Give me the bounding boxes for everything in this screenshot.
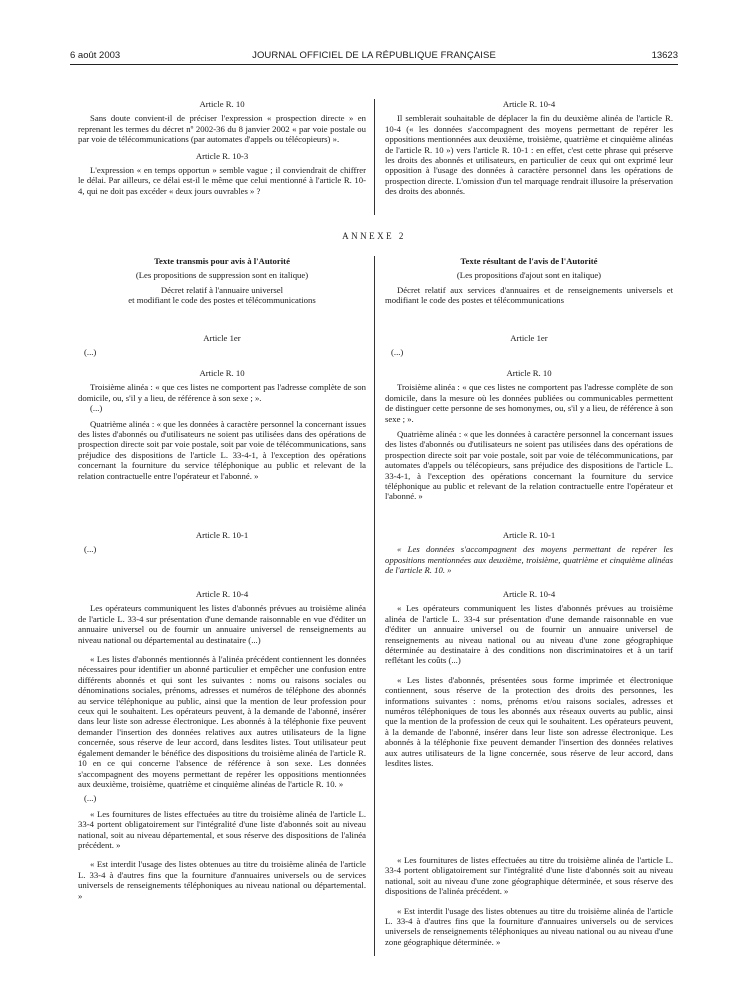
right-article-1 [385,333,673,358]
left-column [78,256,366,310]
column-subheading: (Les propositions de suppression sont en italique) [135,270,309,281]
ellipsis: (...) [84,793,97,804]
top-right-column [385,99,673,197]
paragraph: Il semblerait souhaitable de déplacer la fin du deuxième alinéa de l'article R. 10-4 (« les données s'accompagnent des moyens permettant de repérer les oppositions mentionnées aux deuxième, troisième, quatrième et cinquième alinéas de l'article R. 10 ») vers l'article R. 10-1 : en effet, c'est cette phrase qui préserve les droits des abonnés et utilisateurs, en particulier de ceux qui ont exprimé leur opposition à l'usage des données à caractère personnel dans les opérations de prospection directe. L'omission d'un tel marquage rendrait illusoire la préservation des droits des abonnés. [385,113,673,197]
annexe-title: ANNEXE 2 [342,231,406,241]
header-rule [70,64,678,65]
page-header [70,50,678,64]
article-title: Article R. 10 [199,99,245,109]
column-heading: Texte résultant de l'avis de l'Autorité [460,256,598,266]
paragraph: « Les listes d'abonnés, présentées sous forme imprimée et électronique contiennent, sous réserve de la protection des droits des personnes, les informations suivantes : noms, prénoms et/ou raisons sociales, adresses et numéros téléphoniques de tous les abonnés aux réseaux ouverts au public, ainsi que la mention de la profession de ceux qui le souhaitent. Les opérateurs peuvent, à la demande de l'abonné, insérer dans leur liste son adresse électronique. Les abonnés à la téléphonie fixe peuvent demander l'insertion des données relatives aux autres utilisateurs de la ligne concernée, sous réserve de leur accord, dans lesdites listes. [385,674,673,769]
right-article-r10-4-cont [385,855,673,947]
header-date: 6 août 2003 [70,50,121,61]
paragraph-italic-emphasis: « Les listes d'abonnés mentionnés à l'alinéa précédent contiennent les données nécessaires pour identifier un abonné particulier et empêcher une confusion entre différents abonnés et qui sont les suivantes : noms ou raisons sociales ou dénominations sociales, prénoms, adresses et numéros de téléphone des abonnés au service téléphonique au public, ainsi que la mention de leur profession pour ceux qui le souhaitent. Les opérateurs peuvent, à la demande de l'abonné, insérer dans leur liste son adresse électronique. Les abonnés à la téléphonie fixe peuvent demander l'insertion des données relatives aux autres utilisateurs de la ligne concernée, sous réserve de leur accord, dans lesdites listes. Tout utilisateur peut également demander le bénéfice des dispositions du troisième alinéa de l'article R. 10 en ce qui concerne l'absence de référence à son sexe. Les données s'accompagnent des moyens permettant de repérer les oppositions mentionnées aux deuxième, troisième, quatrième et cinquième alinéas de l'article R. 10. » [78,654,366,789]
right-column [385,256,673,306]
column-divider [374,256,375,956]
left-article-r10-4 [78,589,366,901]
top-left-column [78,99,366,196]
decree-title-cont: et modifiant le code des postes et télécommunications [128,295,316,306]
paragraph: Quatrième alinéa : « que les données à caractère personnel la concernant issues des listes d'abonnés ou d'utilisateurs ne soient pas utilisées dans des opérations de prospection directe soit par voie postale, soit par voie de télécommunications, sans préjudice des dispositions de l'article L. 33-4-1, à l'exception des opérations concernant la fourniture du service téléphonique au public et relevant de la relation contractuelle entre l'opérateur et l'abonné. » [78,418,366,481]
top-column-divider [374,99,375,215]
article-title: Article R. 10-4 [502,589,556,599]
column-heading: Texte transmis pour avis à l'Autorité [154,256,290,266]
ellipsis: (...) [84,544,97,555]
right-article-r10-4 [385,589,673,769]
right-article-r10 [385,368,673,502]
paragraph: « Les fournitures de listes effectuées au titre du troisième alinéa de l'article L. 33-4 portent obligatoirement sur l'intégralité d'une liste d'abonnés soit au niveau national, soit au niveau départemental, et sous réserve des dispositions de l'alinéa précédent. » [78,808,366,850]
article-title: Article R. 10-1 [502,530,556,540]
article-title: Article R. 10 [506,368,552,378]
article-title: Article R. 10 [199,368,245,378]
article-title: Article R. 10-1 [195,530,249,540]
column-subheading: (Les propositions d'ajout sont en italique) [456,270,602,281]
paragraph: Troisième alinéa : « que ces listes ne comportent pas l'adresse complète de son domicile, dans la mesure où les données publiées ou communicables permettent de distinguer cette personne de ses homonymes, ou, s'il y a lieu, de référence à son sexe ; ». [385,382,673,424]
paragraph: Troisième alinéa : « que ces listes ne comportent pas l'adresse complète de son domicile, ou, s'il y a lieu, de référence à son sexe ; ». [78,382,366,403]
article-title: Article R. 10-4 [502,99,556,109]
decree-title: Décret relatif aux services d'annuaires et de renseignements universels et modifiant le code des postes et télécommunications [385,284,673,306]
header-page-number: 13623 [651,50,678,61]
left-article-1 [78,333,366,358]
article-title: Article R. 10-3 [195,150,249,161]
paragraph: « Les fournitures de listes effectuées au titre du troisième alinéa de l'article L. 33-4 portent obligatoirement sur l'intégralité d'une liste d'abonnés soit au niveau national, soit au niveau d'une zone géographique déterminée, et sous réserve des dispositions de l'alinéa précédent. » [385,855,673,897]
paragraph: « Est interdit l'usage des listes obtenues au titre du troisième alinéa de l'article L. 33-4 à d'autres fins que la fourniture d'annuaires universels ou de services universels de renseignements téléphoniques au niveau national ou départemental. » [78,859,366,901]
paragraph: Sans doute convient-il de préciser l'expression « prospection directe » en reprenant les termes du décret nº 2002-36 du 8 janvier 2002 « par voie postale ou par voie de télécommunications (par automates d'appels ou télécopieurs) ». [78,113,366,145]
right-article-r10-1 [385,530,673,576]
paragraph: « Les opérateurs communiquent les listes d'abonnés prévues au troisième alinéa de l'article L. 33-4 sur présentation d'une demande raisonnable en vue d'éditer un annuaire universel ou de fournir un annuaire universel de renseignements au niveau national ou au niveau d'une zone géographique déterminée au destinataire à des conditions non discriminatoires et à un tarif reflétant les coûts (...) [385,603,673,666]
paragraph: « Les données s'accompagnent des moyens permettant de repérer les oppositions mentionnées aux deuxième, troisième, quatrième et cinquième alinéas de l'article R. 10. » [385,544,673,576]
ellipsis: (...) [391,347,404,358]
article-title: Article 1er [510,333,548,343]
header-journal-title: JOURNAL OFFICIEL DE LA RÉPUBLIQUE FRANÇAISE [252,50,496,61]
left-article-r10-1 [78,530,366,555]
paragraph: Quatrième alinéa : « que les données à caractère personnel la concernant issues des listes d'abonnés ou d'utilisateurs ne soient pas utilisées dans des opérations de prospection directe soit par voie postale, soit par voie de télécommunications, par automates d'appels ou télécopieurs, sans préjudice des dispositions de l'article L. 33-4-1, à l'exception des opérations concernant la fourniture du service téléphonique au public et relevant de la relation contractuelle entre l'opérateur et l'abonné. » [385,429,673,502]
paragraph: L'expression « en temps opportun » semble vague ; il conviendrait de chiffrer le délai. Par ailleurs, ce délai est-il le même que celui mentionné à l'article R. 10-4, qui ne doit pas excéder « deux jours ouvrables » ? [78,165,366,196]
article-title: Article 1er [203,333,241,343]
ellipsis: (...) [84,347,97,358]
left-article-r10 [78,368,366,481]
paragraph: « Est interdit l'usage des listes obtenues au titre du troisième alinéa de l'article L. 33-4 à d'autres fins que la fourniture d'annuaires universels ou de services universels de renseignements téléphoniques au niveau national ou au niveau d'une zone géographique déterminée. » [385,905,673,947]
article-title: Article R. 10-4 [195,589,249,599]
decree-title: Décret relatif à l'annuaire universel [160,284,284,295]
ellipsis: (...) [90,403,103,414]
paragraph: Les opérateurs communiquent les listes d'abonnés prévues au troisième alinéa de l'article L. 33-4 sur présentation d'une demande raisonnable en vue d'éditer un annuaire universel ou de fournir un annuaire universel de renseignements au niveau national ou départemental au destinataire (...) [78,603,366,645]
